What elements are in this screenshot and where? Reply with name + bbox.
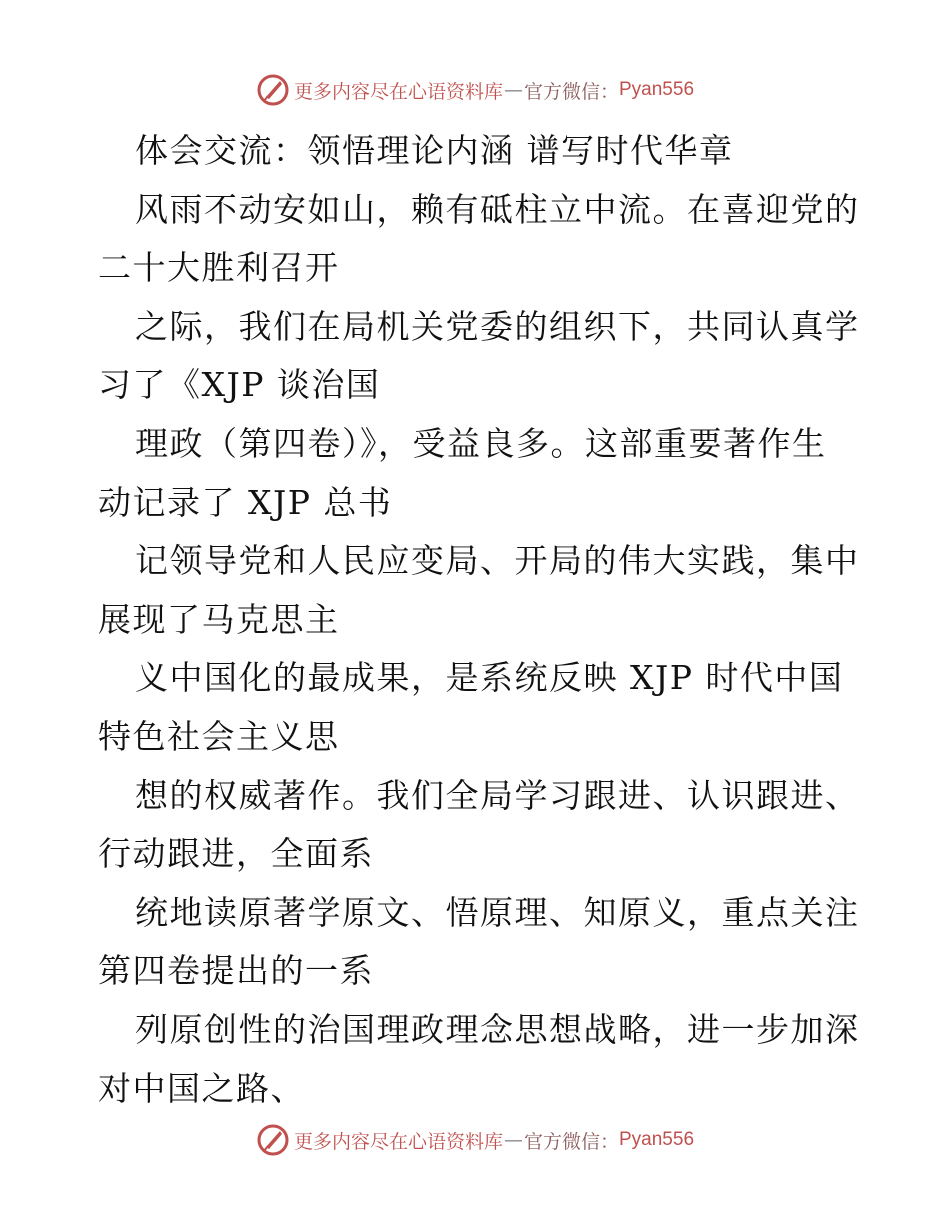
wechat-id: Pyan556 [619,79,695,100]
text-line: 风雨不动安如山，赖有砥柱立中流。在喜迎党的 [135,189,860,229]
text-line: 行动跟进，全面系 [98,834,374,874]
header-watermark [0,73,950,107]
text-line: 统地读原著学原文、悟原理、知原义，重点关注 [135,892,860,932]
document-body [98,122,858,1118]
text-line: 动记录了 XJP 总书 [98,482,393,522]
separator: — [503,79,523,101]
wechat-id: Pyan556 [619,1129,695,1150]
text-line: 记领导党和人民应变局、开局的伟大实践，集中 [135,541,860,581]
quill-logo-icon [256,73,290,107]
brand-text: 更多内容尽在心语资料库 [293,80,503,103]
text-line: 特色社会主义思 [98,716,340,756]
text-line: 对中国之路、 [98,1068,305,1108]
official-label: 官方微信： [523,80,619,103]
text-line: 想的权威著作。我们全局学习跟进、认识跟进、 [135,775,860,815]
separator: — [503,1129,523,1151]
quill-logo-icon [256,1123,290,1157]
text-line: 义中国化的最成果，是系统反映 XJP 时代中国 [135,658,844,698]
brand-text: 更多内容尽在心语资料库 [293,1130,503,1153]
text-line: 二十大胜利召开 [98,248,340,288]
text-line: 列原创性的治国理政理念思想战略，进一步加深 [135,1009,860,1049]
text-line: 习了《XJP 谈治国 [98,365,381,405]
official-label: 官方微信： [523,1130,619,1153]
text-line: 第四卷提出的一系 [98,951,374,991]
footer-watermark [0,1123,950,1157]
text-line: 体会交流：领悟理论内涵 谱写时代华章 [135,131,734,170]
text-line: 之际，我们在局机关党委的组织下，共同认真学 [135,306,860,346]
text-line: 展现了马克思主 [98,599,340,639]
text-line: 理政（第四卷）》，受益良多。这部重要著作生 [135,423,827,463]
